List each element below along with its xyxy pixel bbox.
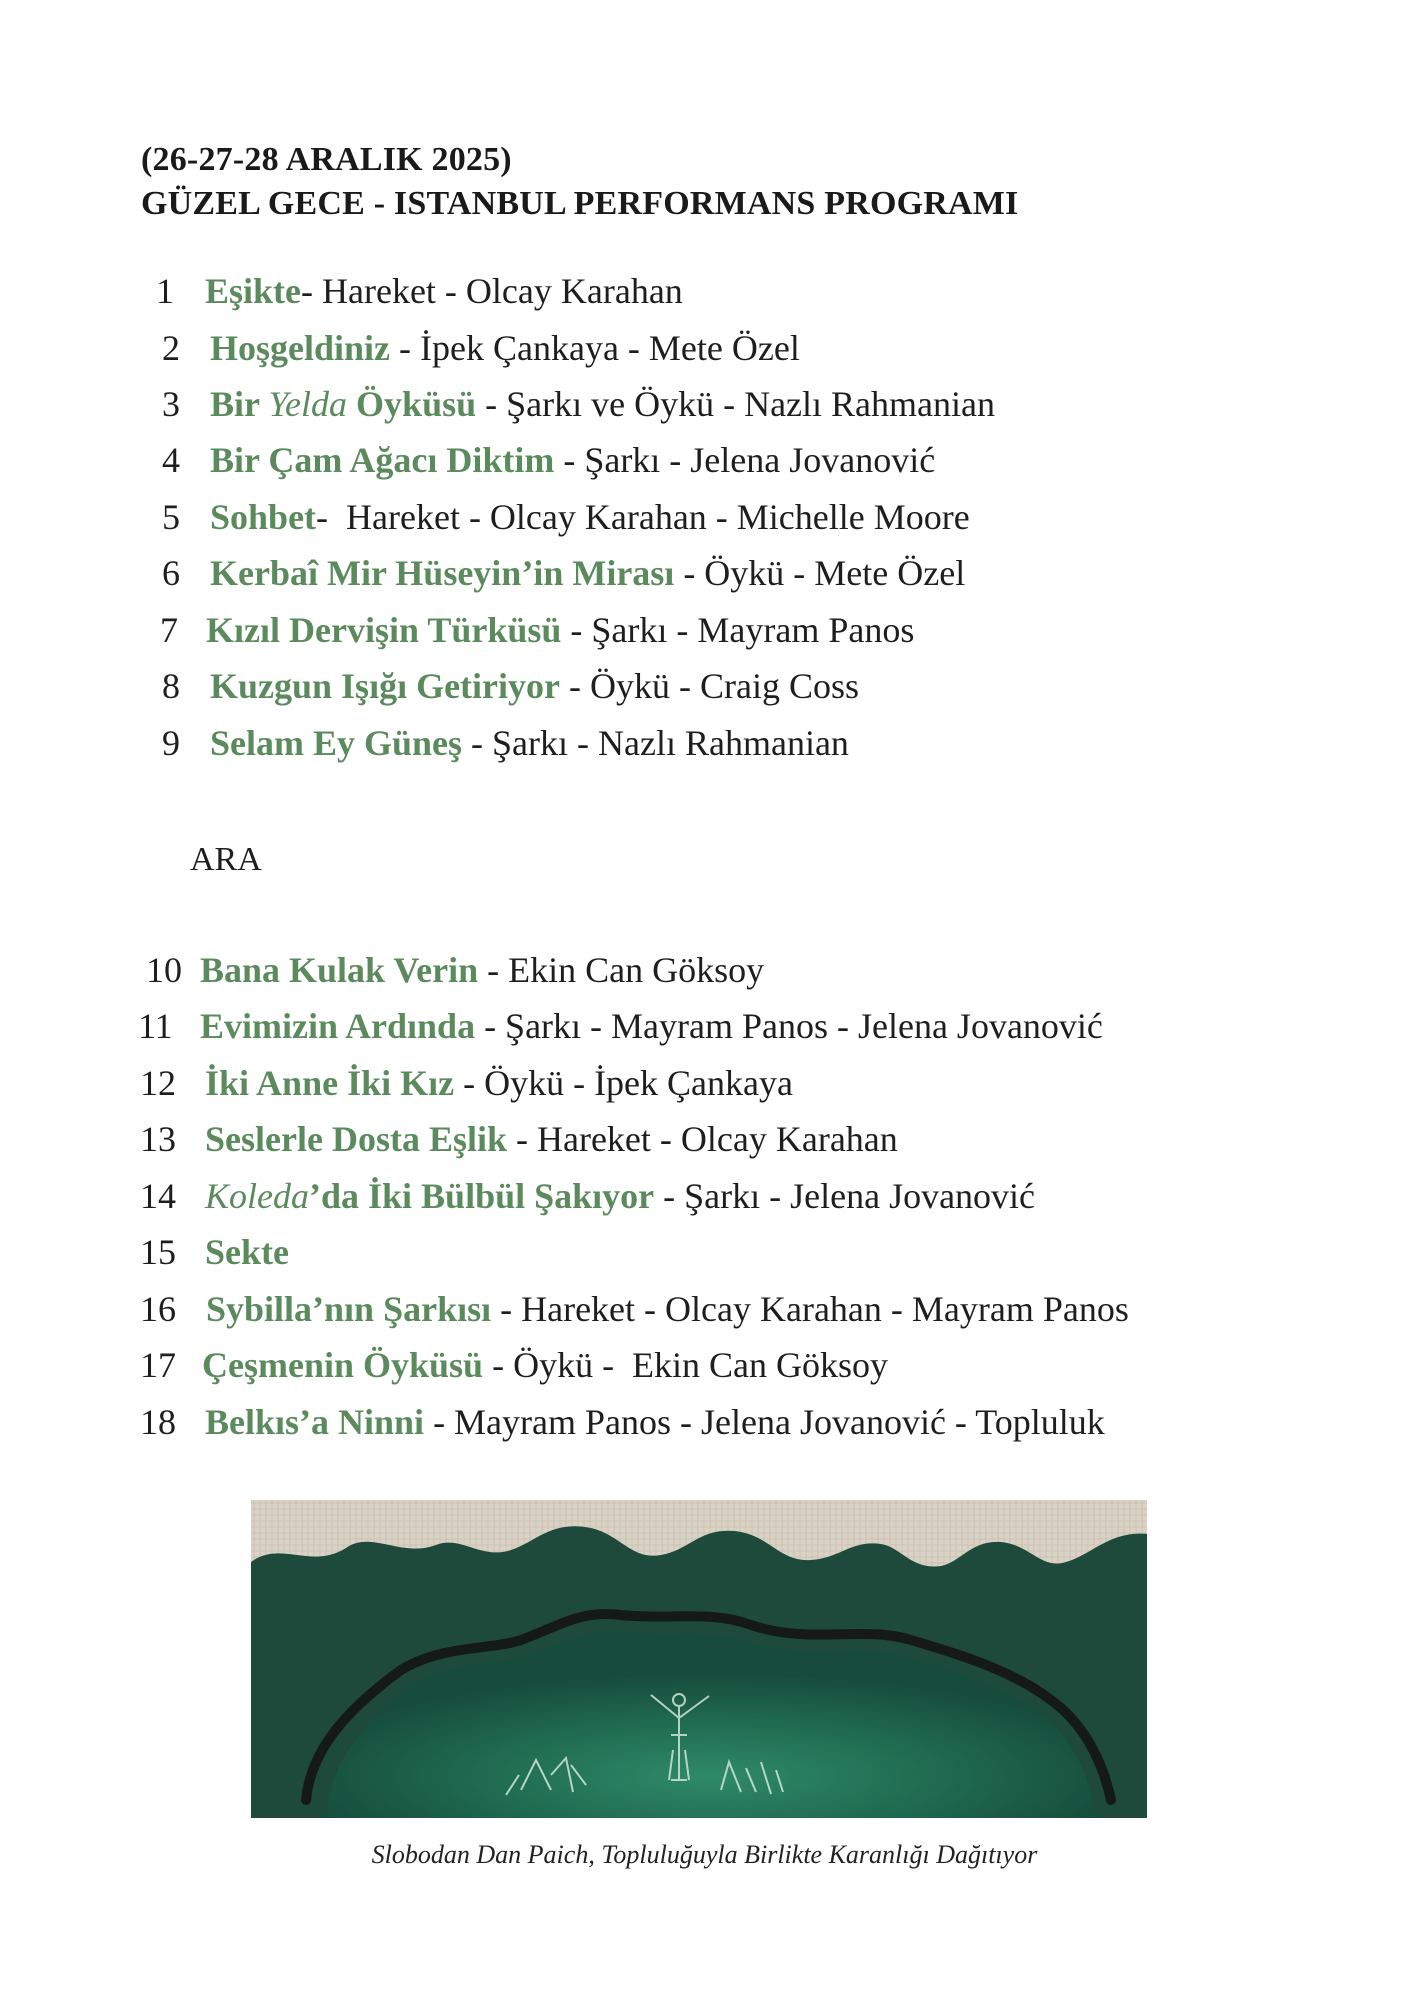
item-details: - Öykü - Craig Coss [560,666,859,706]
item-number: 2 [162,328,180,368]
item-title: İki Anne İki Kız [205,1063,455,1103]
item-title: Bir Çam Ağacı Diktim [210,440,555,480]
item-title: Kızıl Dervişin Türküsü [206,610,562,650]
item-details: - Şarkı - Mayram Panos [561,610,915,650]
item-title: Çeşmenin Öyküsü [202,1345,484,1385]
item-details: - Öykü - Ekin Can Göksoy [483,1345,889,1385]
item-details: - Öykü - Mete Özel [674,553,966,593]
item-title-part: Öyküsü [347,384,477,424]
item-number: 7 [160,610,178,650]
intermission-label: ARA [190,841,262,878]
item-details: - Hareket - Olcay Karahan [301,271,683,311]
item-details: - İpek Çankaya - Mete Özel [390,328,800,368]
item-number: 18 [140,1402,176,1442]
item-number: 6 [162,553,180,593]
item-details: - Hareket - Olcay Karahan [507,1119,898,1159]
item-title: Sybilla’nın Şarkısı [206,1289,492,1329]
item-title: Evimizin Ardında [200,1006,476,1046]
item-title: Belkıs’a Ninni [205,1402,425,1442]
date-line: (26-27-28 ARALIK 2025) [141,141,512,178]
item-number: 5 [162,497,180,537]
item-title: Selam Ey Güneş [210,723,463,763]
program-header [141,138,1019,226]
item-number: 4 [162,440,180,480]
item-title: Sekte [205,1232,289,1272]
item-title: Hoşgeldiniz [210,328,391,368]
item-details: - Hareket - Olcay Karahan - Michelle Moore [316,497,970,537]
item-number: 9 [162,723,180,763]
item-number: 16 [140,1289,176,1329]
item-details: - Hareket - Olcay Karahan - Mayram Panos [491,1289,1129,1329]
image-caption: Slobodan Dan Paich, Topluluğuyla Birlikte Karanlığı Dağıtıyor [371,1840,1038,1869]
item-title-part: Bir [210,384,269,424]
item-title-part: ’da İki Bülbül Şakıyor [309,1176,655,1216]
item-title: Bana Kulak Verin [200,950,479,990]
item-number: 1 [156,271,174,311]
item-title [205,1176,654,1216]
item-number: 14 [140,1176,176,1216]
item-number: 13 [140,1119,176,1159]
item-title [210,384,476,424]
item-details: - Ekin Can Göksoy [478,950,765,990]
item-number: 15 [140,1232,176,1272]
program-title: GÜZEL GECE - ISTANBUL PERFORMANS PROGRAMI [141,185,1019,222]
item-details: - Şarkı ve Öykü - Nazlı Rahmanian [476,384,995,424]
item-title: Seslerle Dosta Eşlik [205,1119,507,1159]
item-title: Eşikte [205,271,302,311]
item-number: 12 [140,1063,176,1103]
item-title: Kerbaî Mir Hüseyin’in Mirası [210,553,675,593]
item-details: - Şarkı - Mayram Panos - Jelena Jovanović [475,1006,1103,1046]
painting-illustration [251,1500,1147,1818]
item-number: 3 [162,384,180,424]
item-details: - Şarkı - Nazlı Rahmanian [462,723,849,763]
item-details: - Şarkı - Jelena Jovanović [554,440,936,480]
item-title-italic: Koleda [205,1176,309,1216]
item-number: 11 [138,1006,173,1046]
item-details: - Öykü - İpek Çankaya [454,1063,793,1103]
item-number: 17 [140,1345,176,1385]
item-title: Kuzgun Işığı Getiriyor [210,666,560,706]
painting-image [251,1500,1147,1818]
item-details: - Mayram Panos - Jelena Jovanović - Topluluk [424,1402,1105,1442]
item-title-italic: Yelda [268,384,348,424]
item-title: Sohbet [210,497,317,537]
item-number: 8 [162,666,180,706]
item-details: - Şarkı - Jelena Jovanović [654,1176,1036,1216]
item-number: 10 [146,950,182,990]
